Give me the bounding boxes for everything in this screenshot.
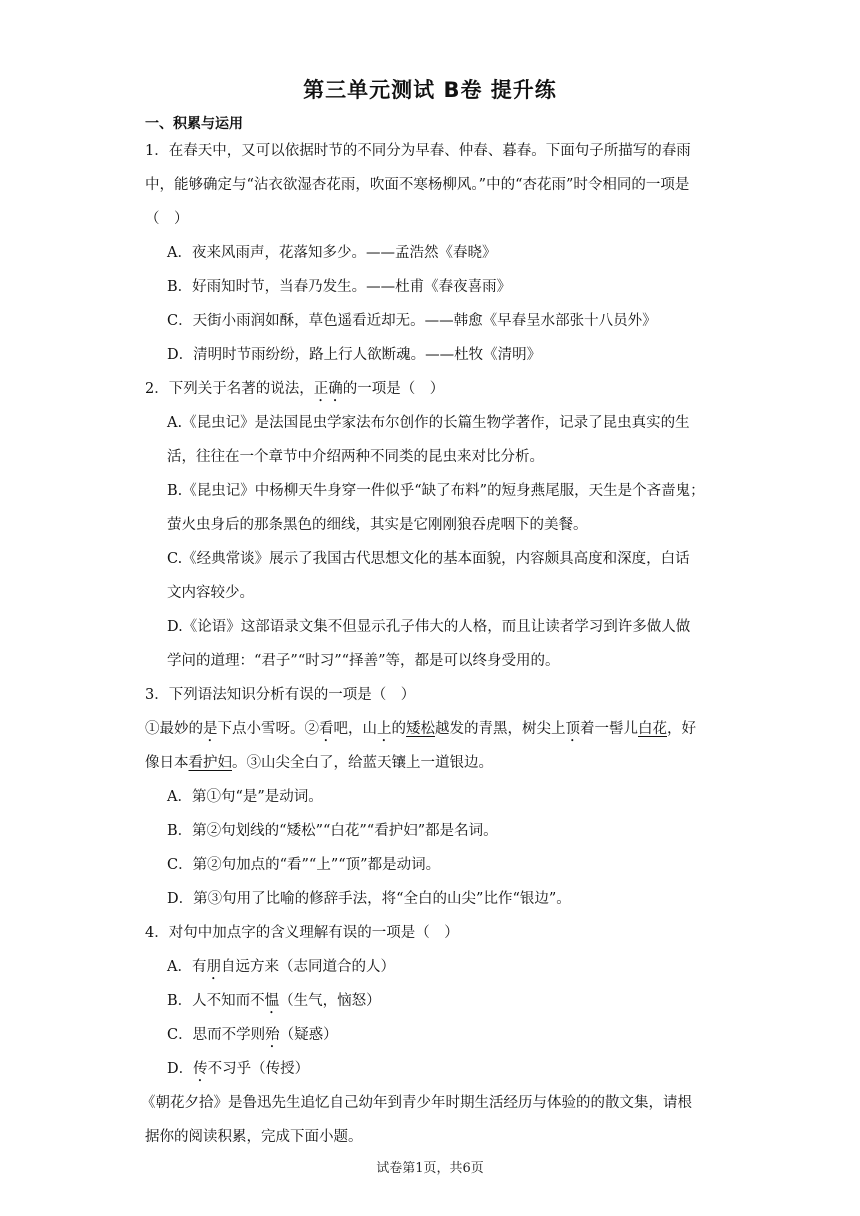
q3-text: 的 (391, 721, 406, 737)
page-title: 第三单元测试 B卷 提升练 (303, 78, 557, 102)
reading-intro-line1: 《朝花夕拾》是鲁迅先生追忆自己幼年到青少年时期生活经历与体验的的散文集，请根 (141, 1095, 692, 1111)
q3-dot-word: 看 (319, 721, 334, 737)
q1-option-b[interactable]: B．好雨知时节，当春乃发生。——杜甫《春夜喜雨》 (167, 279, 512, 295)
q4-text: A．有 (167, 959, 207, 975)
q4-option-a[interactable] (145, 950, 715, 984)
q1-option-a[interactable]: A．夜来风雨声，花落知多少。——孟浩然《春晓》 (167, 245, 497, 261)
q2-option-a-cont: 活，往往在一个章节中介绍两种不同类的昆虫来对比分析。 (167, 449, 544, 465)
q3-text: 像日本 (145, 755, 189, 771)
q2-option-a[interactable]: A.《昆虫记》是法国昆虫学家法布尔创作的长篇生物学著作，记录了昆虫真实的生 (167, 415, 690, 431)
q4-text: （生气，恼怒） (279, 993, 381, 1009)
q2-option-c[interactable]: C.《经典常谈》展示了我国古代思想文化的基本面貌，内容颇具高度和深度，白话 (167, 551, 690, 567)
q4-text: 自远方来（志同道合的人） (220, 959, 395, 975)
questions-body (141, 134, 715, 1154)
q3-option-b[interactable]: B．第②句划线的“矮松”“白花”“看护妇”都是名词。 (167, 823, 498, 839)
q4-text: C．思而不学则 (167, 1027, 266, 1043)
q2-option-b[interactable]: B.《昆虫记》中杨柳天牛身穿一件似乎“缺了布料”的短身燕尾服，天生是个吝啬鬼； (167, 483, 705, 499)
q2-stem-text-end: 的一项是（ ） (342, 381, 445, 397)
q3-underlined-word: 白花 (638, 721, 667, 737)
q4-text: （疑惑） (279, 1027, 338, 1043)
q3-option-a[interactable]: A．第①句“是”是动词。 (167, 789, 323, 805)
q1-option-c[interactable]: C．天街小雨润如酥，草色遥看近却无。——韩愈《早春呈水部张十八员外》 (167, 313, 657, 329)
q1-option-d[interactable]: D．清明时节雨纷纷，路上行人欲断魂。——杜牧《清明》 (167, 347, 542, 363)
q4-dot-word: 朋 (206, 959, 221, 975)
q2-stem (145, 372, 715, 406)
q3-option-d[interactable]: D．第③句用了比喻的修辞手法，将“全白的山尖”比作“银边”。 (167, 891, 571, 907)
q3-dot-word: 顶 (565, 721, 580, 737)
reading-intro-line2: 据你的阅读积累，完成下面小题。 (145, 1129, 363, 1145)
q1-stem-line2: 中，能够确定与“沾衣欲湿杏花雨，吹面不寒杨柳风。”中的“杏花雨”时令相同的一项是 (145, 177, 690, 193)
q4-dot-word: 愠 (264, 993, 280, 1009)
q3-text: ，好 (667, 721, 696, 737)
q3-underlined-word: 看护妇 (188, 755, 232, 771)
section-heading: 一、积累与运用 (145, 116, 243, 132)
q3-text: 下点小雪呀。② (217, 721, 319, 737)
q3-dot-word: 是 (203, 721, 218, 737)
q2-stem-emphasis: 正确 (313, 381, 343, 397)
q3-text: 越发的青黑，树尖上 (435, 721, 566, 737)
q3-text: ①最妙的 (145, 721, 203, 737)
q4-stem: 4．对句中加点字的含义理解有误的一项是（ ） (145, 925, 459, 941)
q2-stem-text: 2．下列关于名著的说法， (145, 381, 314, 397)
q4-text: B．人不知而不 (167, 993, 265, 1009)
q1-stem-line3: （ ） (145, 211, 189, 227)
q4-text: 不习乎（传授） (207, 1061, 310, 1077)
q3-passage-line2 (145, 746, 715, 780)
q2-option-b-cont: 萤火虫身后的那条黑色的细线，其实是它刚刚狼吞虎咽下的美餐。 (167, 517, 588, 533)
q1-stem-line1: 1．在春天中，又可以依据时节的不同分为早春、仲春、暮春。下面句子所描写的春雨 (145, 143, 691, 159)
q3-stem: 3．下列语法知识分析有误的一项是（ ） (145, 687, 416, 703)
q4-option-c[interactable] (145, 1018, 715, 1052)
q4-dot-word: 殆 (265, 1027, 280, 1043)
q4-option-b[interactable] (145, 984, 715, 1018)
q3-passage-line1 (145, 712, 715, 746)
q3-option-c[interactable]: C．第②句加点的“看”“上”“顶”都是动词。 (167, 857, 441, 873)
q4-dot-word: 传 (193, 1061, 208, 1077)
page-footer: 试卷第1页，共6页 (376, 1161, 484, 1176)
q3-dot-word: 上 (377, 721, 392, 737)
q2-option-c-cont: 文内容较少。 (167, 585, 254, 601)
q2-option-d-cont: 学问的道理：“君子”“时习”“择善”等，都是可以终身受用的。 (167, 653, 560, 669)
q2-option-d[interactable]: D.《论语》这部语录文集不但显示孔子伟大的人格，而且让读者学习到许多做人做 (167, 619, 691, 635)
q3-text: 着一髻儿 (580, 721, 638, 737)
q3-text: 吧，山 (333, 721, 377, 737)
q4-text: D． (167, 1061, 194, 1077)
q3-text: 。③山尖全白了，给蓝天镶上一道银边。 (232, 755, 493, 771)
q3-underlined-word: 矮松 (406, 721, 435, 737)
q4-option-d[interactable] (145, 1052, 715, 1086)
